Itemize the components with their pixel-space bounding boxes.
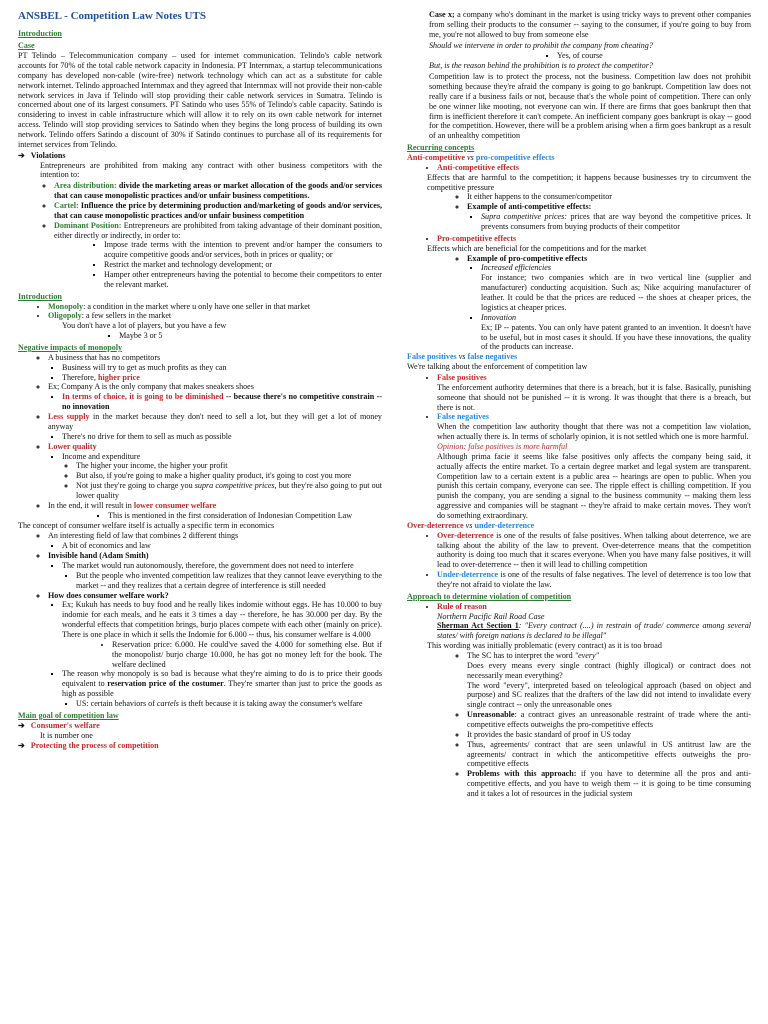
goal-row: ➔ Consumer's welfare: [18, 720, 100, 730]
consumer-welfare-text: The concept of consumer welfare itself is actually a specific term in economics: [18, 520, 275, 530]
goal-sub: It is number one: [40, 730, 93, 740]
negative-list: [18, 353, 382, 521]
case-x-question: Should we intervene in order to prohibit the company from cheating?: [429, 40, 653, 50]
right-column: [407, 10, 751, 799]
market-list: [18, 302, 382, 341]
list-item: ◦ Less supply in the market because they don't need to sell a lot, but they will get a lot of money anyway ▪ There's no drive for them to sell as much as possible: [48, 412, 382, 442]
list-item: ▪ This is mentioned in the first consideration of Indonesian Competition Law: [108, 511, 382, 521]
list-item: ▪ Yes, of course: [557, 51, 751, 61]
violations-text: Entrepreneurs are prohibited from making any contract with other business competitors with the intention to:: [40, 160, 382, 180]
list-item: ▪ There's no drive for them to sell as much as possible: [62, 432, 382, 442]
list-item: ▪ Hamper other entrepreneurs having the potential to become their competitors to enter the relevant market.: [104, 270, 382, 290]
list-item: ▪ Business will try to get as much profits as they can: [62, 363, 382, 373]
intro-heading: Introduction: [18, 29, 62, 39]
reason-paragraph: Competition law is to protect the process, not the business. Competition law does not prohibit something because they're afraid the company is going to go bankrupt. Competition law does not really care if a business fails or not, because that's the whole point of competition. There can only be one winner like mooting, not everyone can win. If there are firms that goes bankrupt then that firm is inefficient therefore it can't compete. An inefficient company goes bankrupt is okay -- good for the competition. However, there will be a problem arising when a firm goes bankrupt as a result of an unhealthy competition: [429, 72, 751, 141]
list-item: ▪ In terms of choice, it is going to be diminished -- because there's no competitive constrain -- no innovation: [62, 392, 382, 412]
list-item: • Monopoly: a condition in the market where u only have one seller in that market: [48, 302, 382, 312]
list-item: ◦ Thus, agreements/ contract that are seen unlawful in US antitrust law are the agreements/ contract in which the anticompetitive effects outweighs the pro-competitive effects: [467, 740, 751, 770]
list-item: ▪ Restrict the market and technology development; or: [104, 260, 382, 270]
list-item: ▪ Impose trade terms with the intention to prevent and/or hamper the consumers to acquire competitive goods and/or services, both in prices or quality; or: [104, 240, 382, 260]
list-item: ◦ How does consumer welfare work? ▪ Ex; Kukuh has needs to buy food and he really likes indomie without eggs. He has 10.000 to buy indomie for each meals, and he eats it 3 times a day -- therefore, he has 30.000 per day. By the wonderful effects that competition brings, burjo places compete with each other (mainly on price). There is one place in which it sells the Indomie for 6.000 -- thus, his consumer welfare is 4.000 • Reservation price: 6.000. He could've saved the 4.000 for something else. But if the monopolist/ burjo charge 10.000, he has got no money left for the book. The welfare declined ▪ The reason why monopoly is so bad is because what they're aiming to do is to price their goods equivalent to reservation price of the costumer. They're smarter than just to price the goods as high as possible ▪ US: certain behaviors of cartels is theft because it is taking away the consumer's welfare: [48, 591, 382, 709]
goal-row: ➔ Protecting the process of competition: [18, 741, 159, 751]
list-item: • Over-deterrence is one of the results of false positives. When talking about deterrence, we are talking about the ability of the law to prevent. Over-deterrence means that the competition authority is doing too much that it scares everyone. When you have many false positives, it will lead to over-deterrence -- then it will lead to chilling competition: [437, 531, 751, 570]
consumer-welfare-list: [18, 531, 382, 708]
recurring-heading: Recurring concepts: [407, 143, 475, 153]
effects-list: [407, 163, 751, 352]
list-item: ◦ Ex; Company A is the only company that makes sneakers shoes ▪ In terms of choice, it is going to be diminished -- because there's no competitive constrain -- no innovation: [48, 382, 382, 412]
approach-heading: Approach to determine violation of competition: [407, 591, 572, 601]
deterrence-heading: Over-deterrence vs under-deterrence: [407, 520, 535, 530]
list-item: ◦ Area distribution: divide the marketing areas or market allocation of the goods and/or services that can cause monopolistic practices and/or unfair business competitions.: [54, 181, 382, 201]
deterrence-list: [407, 531, 751, 590]
list-item: ▪ A bit of economics and law: [62, 541, 382, 551]
list-item: ▪ Therefore, higher price: [62, 373, 382, 383]
left-column: [18, 10, 382, 751]
list-item: ◦ Problems with this approach: if you have to determine all the pros and anti-competitive effects, and you have to weigh them -- it is going to be time consuming and it takes a lot of resources in the judicial system: [467, 769, 751, 799]
list-item: • Anti-competitive effects Effects that are harmful to the competition; it happens because businesses try to circumvent the competitive pressure ◦ It either happens to the consumer/competitor ◦ Example of anti-competitive effects: ▪ Supra competitive prices: prices that are way beyond the competitive prices. It prevents consumers from buying products of their competitor: [437, 163, 751, 232]
list-item: ◦ But also, if you're going to make a higher quality product, it's going to cost you more: [76, 471, 382, 481]
reason-question: But, is the reason behind the prohibition is to protect the competitor?: [429, 61, 653, 71]
list-item: ◦ An interesting field of law that combines 2 different things ▪ A bit of economics and law: [48, 531, 382, 551]
false-intro: We're talking about the enforcement of competition law: [407, 362, 588, 372]
arrow-icon: ➔: [18, 741, 25, 751]
violations-list: [18, 181, 382, 289]
list-item: • False negatives When the competition law authority thought that there was not a competition law violation, when actually there is. In terms of scholarly opinion, it is not settled which one is more harmful. Opinion: false positives is more harmful Although prima facie it seems like false positives only affects the company being said, it actually affects the entire market. To a certain degree market and legal system are transparent. Competition law to a certain extent is a public area -- hearings are open to public. When you punish this certain company, everyone can see. The ripple effect is chilling competition. If you punish the company, you are sending a signal to the business community -- making them less aggressive and companies will be stagnant -- they're afraid to make certain moves. They won't do something extraordinary.: [437, 412, 751, 520]
list-item: ◦ Invisible hand (Adam Smith) ▪ The market would run autonomously, therefore, the government does not need to interfere ▪ But the people who invented competition law realizes that they cannot leave everything to the market -- and they realizes that a certain degree of interference is still needed: [48, 551, 382, 590]
list-item: ▪ Ex; Kukuh has needs to buy food and he really likes indomie without eggs. He has 10.000 to buy indomie for each meals, and he eats it 3 times a day -- therefore, he has 30.000 per day. By the wonderful effects that competition brings, burjo places compete with each other (mainly on price). There is one place in which it sells the Indomie for 6.000 -- thus, his consumer welfare is 4.000 • Reservation price: 6.000. He could've saved the 4.000 for something else. But if the monopolist/ burjo charge 10.000, he has got no money left for the book. The welfare declined: [62, 600, 382, 669]
list-item: ▪ Income and expenditure ◦ The higher your income, the higher your profit ◦ But also, if you're going to make a higher quality product, it's going to cost you more ◦ Not just they're going to charge you supra competitive prices, but they're also going to put out lower quality: [62, 452, 382, 501]
anti-vs-pro-heading: Anti-competitive vs pro-competitive effects: [407, 153, 555, 163]
violations-label: Violations: [30, 150, 66, 160]
list-item: ◦ A business that has no competitors ▪ Business will try to get as much profits as they can ▪ Therefore, higher price: [48, 353, 382, 383]
list-item: ◦ It either happens to the consumer/competitor: [467, 192, 751, 202]
list-item: • Under-deterrence is one of the results of false negatives. The level of deterrence is too low that they're not afraid to violate the law.: [437, 570, 751, 590]
arrow-icon: ➔: [18, 150, 25, 160]
list-item: ◦ It provides the basic standard of proof in US today: [467, 730, 751, 740]
list-item: ◦ Unreasonable: a contract gives an unreasonable restraint of trade where the anti-competitive effects outweighs the pro-competitive effects: [467, 710, 751, 730]
list-item: • Oligopoly: a few sellers in the market You don't have a lot of players, but you have a few ▪ Maybe 3 or 5: [48, 311, 382, 341]
list-item: ◦ The higher your income, the higher your profit: [76, 461, 382, 471]
list-item: ◦ The SC has to interpret the word "every" Does every means every single contract (highly illogical) or contract does not necessarily mean everything? The word "every", interpreted based on teleological approach (based on object and purpose) and SC realizes that the drafters of the law did not intend to invalidate every single contract -- only the unreasonable ones: [467, 651, 751, 710]
list-item: ◦ Example of anti-competitive effects: ▪ Supra competitive prices: prices that are way beyond the competitive prices. It prevents consumers from buying products of their competitor: [467, 202, 751, 232]
list-item: • Pro-competitive effects Effects which are beneficial for the competitions and for the market ◦ Example of pro-competitive effects ▪ Increased efficiencies For instance; two companies which are in two vertical line (supplier and manufacturer) conducting acquisition. Such as; Nike acquiring manufacturer of leather. It could be that the prices are reduced -- the shoes at cheaper prices, the logistics at cheaper prices. ▪ Innovation Ex; IP -- patents. You can only have patent granted to an invention. It doesn't have to be useful, but in most cases it should. If you have these innovations, the quality of the products can increase.: [437, 234, 751, 352]
list-item: ◦ Example of pro-competitive effects ▪ Increased efficiencies For instance; two companies which are in two vertical line (supplier and manufacturer) conducting acquisition. Such as; Nike acquiring manufacturer of leather. It could be that the prices are reduced -- the shoes at cheaper prices, the logistics at cheaper prices. ▪ Innovation Ex; IP -- patents. You can only have patent granted to an invention. It doesn't have to be useful, but in most cases it should. If you have these innovations, the quality of the products can increase.: [467, 254, 751, 353]
list-item: You don't have a lot of players, but you have a few: [62, 321, 227, 331]
list-item: ◦ Dominant Position: Entrepreneurs are prohibited from taking advantage of their dominant position, either directly or indirectly, in order to: ▪ Impose trade terms with the intention to prevent and/or hamper the consumers to acquire competitive goods and/or services, both in prices or quality; or ▪ Restrict the market and technology development; or ▪ Hamper other entrepreneurs having the potential to become their competitors to enter the relevant market.: [54, 221, 382, 290]
list-item: ▪ But the people who invented competition law realizes that they cannot leave everything to the market -- and they realizes that a certain degree of interference is still needed: [76, 571, 382, 591]
list-item: ◦ Not just they're going to charge you supra competitive prices, but they're also going to put out lower quality: [76, 481, 382, 501]
case-x-paragraph: Case x; a company who's dominant in the market is using tricky ways to prevent other companies from selling their products to the consumer -- saying to the consumer, if you're going to buy from me, you're not allowed to buy from someone else: [429, 10, 752, 39]
dominant-sublist: [54, 240, 382, 289]
case-heading: Case: [18, 41, 35, 51]
false-list: [407, 373, 751, 521]
arrow-icon: ➔: [18, 720, 25, 730]
list-item: ▪ The market would run autonomously, therefore, the government does not need to interfere: [62, 561, 382, 571]
list-item: ▪ US: certain behaviors of cartels is theft because it is taking away the consumer's welfare: [76, 699, 382, 709]
list-item: ▪ Innovation Ex; IP -- patents. You can only have patent granted to an invention. It doesn't have to be useful, but in most cases it should. If you have these innovations, the quality of the products can increase.: [481, 313, 751, 352]
false-pos-neg-heading: False positives vs false negatives: [407, 352, 518, 362]
list-item: ▪ Increased efficiencies For instance; two companies which are in two vertical line (supplier and manufacturer) conducting acquisition. Such as; Nike acquiring manufacturer of leather. It could be that the prices are reduced -- the shoes at cheaper prices, the logistics at cheaper prices.: [481, 263, 751, 312]
negative-impacts-heading: Negative impacts of monopoly: [18, 343, 123, 353]
list-item: • Rule of reason Northern Pacific Rail Road Case Sherman Act Section 1: "Every contract (....) in restrain of trade/ commerce among several states/ with foreign nations is declared to be illegal" This wording was initially problematic (every contract) as it is too broad ◦ The SC has to interpret the word "every" Does every means every single contract (highly illogical) or contract does not necessarily mean everything? The word "every", interpreted based on teleological approach (based on object and purpose) and SC realizes that the drafters of the law did not intend to invalidate every single contract -- only the unreasonable ones ◦ Unreasonable: a contract gives an unreasonable restraint of trade where the anti-competitive effects outweighs the pro-competitive effects ◦ It provides the basic standard of proof in US today ◦ Thus, agreements/ contract that are seen unlawful in US antitrust law are the agreements/ contract in which the anticompetitive effects outweighs the pro-competitive effects ◦ Problems with this approach: if you have to determine all the pros and anti-competitive effects, and you have to weigh them -- it is going to be time consuming and it takes a lot of resources in the judicial system: [437, 602, 751, 799]
document-title: ANSBEL - Competition Law Notes UTS: [18, 10, 206, 22]
list-item: • False positives The enforcement authority determines that there is a breach, but it is false. Basically, punishing someone that should not be punished -- it is wrong. It was thought that there is a breach, but there is not.: [437, 373, 751, 412]
intro2-heading: Introduction: [18, 291, 62, 301]
list-item: ▪ The reason why monopoly is so bad is because what they're aiming to do is to price their goods equivalent to reservation price of the costumer. They're smarter than just to price the goods as high as possible ▪ US: certain behaviors of cartels is theft because it is taking away the consumer's welfare: [62, 669, 382, 708]
approach-list: [407, 602, 751, 799]
list-item: ◦ In the end, it will result in lower consumer welfare ▪ This is mentioned in the first consideration of Indonesian Competition Law: [48, 501, 382, 521]
list-item: ◦ Lower quality ▪ Income and expenditure ◦ The higher your income, the higher your profit ◦ But also, if you're going to make a higher quality product, it's going to cost you more ◦ Not just they're going to charge you supra competitive prices, but they're also going to put out lower quality: [48, 442, 382, 501]
list-item: • Reservation price: 6.000. He could've saved the 4.000 for something else. But if the monopolist/ burjo charge 10.000, he has got no money left for the book. The welfare declined: [112, 640, 382, 670]
main-goal-heading: Main goal of competition law: [18, 710, 119, 720]
violations-row: [18, 151, 382, 161]
list-item: ◦ Cartel: Influence the price by determining production and/marketing of goods and/or services, that can cause monopolistic practices and/or unfair business competition: [54, 201, 382, 221]
case-paragraph: PT Telindo – Telecommunication company – used for internet communication. Telindo's cable network accounts for 70% of the total cable network capacity in Indonesia. PT Internmax, a startup telecommunications company has developed non-cable (wire-free) network technology which can act as a substitute for cable network internet. Telindo approached Internmax and they agreed that Internmax will not provide their non-cable network services in Java if Telindo will stop providing their cable network services in Sumatra. Telindo is concerned about one of its largest consumers. PT Satindo who uses 55% of Telindo's cable capacity. Satindo is considering to invest in cable infrastructure which will allow it to rely on its own cable network for internet access. Telindo will stop providing services to Satindo when they begins the long process of building its own network. Telindo offers Satindo a discount of 30% if Satindo continues to purchase all of its requirements for internet services from Telindo.: [18, 51, 382, 149]
list-item: ▪ Maybe 3 or 5: [62, 331, 382, 341]
list-item: ▪ Supra competitive prices: prices that are way beyond the competitive prices. It prevents consumers from buying products of their competitor: [481, 212, 751, 232]
